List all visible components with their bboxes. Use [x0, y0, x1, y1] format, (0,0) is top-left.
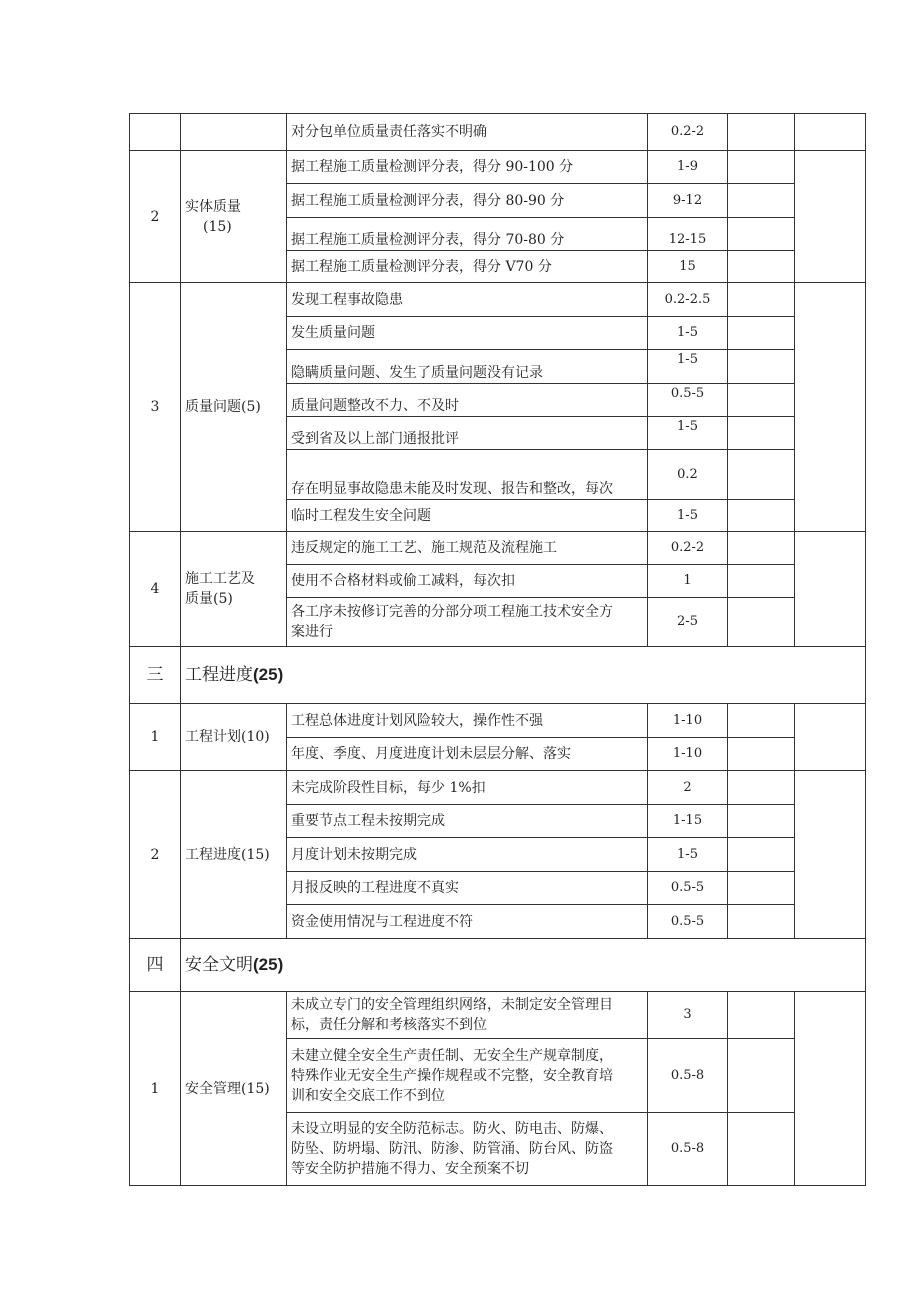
remark-cell	[795, 151, 866, 283]
deduction-cell	[728, 992, 795, 1039]
deduction-cell	[728, 151, 795, 184]
table-row	[130, 532, 866, 565]
deduction-cell	[728, 283, 795, 317]
criterion-text: 违反规定的施工工艺、施工规范及流程施工	[287, 532, 648, 565]
category-points: (15)	[203, 218, 232, 235]
deduction-cell	[728, 532, 795, 565]
score-range: 9-12	[648, 184, 728, 218]
category-cell: 质量问题(5)	[181, 283, 287, 532]
section-title	[181, 939, 866, 992]
remark-cell	[795, 283, 866, 532]
criterion-text: 据工程施工质量检测评分表，得分 70-80 分	[287, 218, 648, 251]
table-row	[130, 151, 866, 184]
criterion-text: 月报反映的工程进度不真实	[287, 872, 648, 905]
section-title-text: 安全文明	[185, 955, 253, 975]
deduction-cell	[728, 565, 795, 598]
index-cell: 3	[130, 283, 181, 532]
category-cell	[181, 114, 287, 151]
score-range: 2-5	[648, 598, 728, 647]
criterion-line: 各工序未按修订完善的分部分项工程施工技术安全方	[291, 604, 613, 620]
category-points: 质量(5)	[185, 591, 233, 607]
deduction-cell	[728, 184, 795, 218]
criterion-text: 未完成阶段性目标，每少 1%扣	[287, 771, 648, 805]
deduction-cell	[728, 317, 795, 350]
section-points: (25)	[253, 665, 284, 684]
table-row	[130, 114, 866, 151]
deduction-cell	[728, 114, 795, 151]
criterion-text: 发生质量问题	[287, 317, 648, 350]
score-range: 0.2-2	[648, 532, 728, 565]
criterion-line: 等安全防护措施不得力、安全预案不切	[291, 1161, 529, 1177]
remark-cell	[795, 704, 866, 771]
deduction-cell	[728, 251, 795, 283]
criterion-text: 据工程施工质量检测评分表，得分 V70 分	[287, 251, 648, 283]
category-cell	[181, 532, 287, 647]
score-range: 1-10	[648, 738, 728, 771]
criterion-text: 工程总体进度计划风险较大，操作性不强	[287, 704, 648, 738]
score-range: 0.2-2.5	[648, 283, 728, 317]
criterion-text: 月度计划未按期完成	[287, 838, 648, 872]
table-row	[130, 992, 866, 1039]
deduction-cell	[728, 1039, 795, 1113]
deduction-cell	[728, 384, 795, 417]
score-range: 1-10	[648, 704, 728, 738]
deduction-cell	[728, 450, 795, 500]
section-points: (25)	[253, 955, 284, 974]
score-range: 0.2	[648, 450, 728, 500]
score-range: 2	[648, 771, 728, 805]
criterion-line: 未成立专门的安全管理组织网络，未制定安全管理目	[291, 997, 613, 1013]
section-title	[181, 647, 866, 704]
deduction-cell	[728, 350, 795, 384]
deduction-cell	[728, 218, 795, 251]
criterion-text	[287, 1039, 648, 1113]
criterion-text: 对分包单位质量责任落实不明确	[287, 114, 648, 151]
score-range: 1-15	[648, 805, 728, 838]
criterion-text	[287, 598, 648, 647]
category-cell: 工程计划(10)	[181, 704, 287, 771]
remark-cell	[795, 114, 866, 151]
score-range: 1-5	[648, 838, 728, 872]
deduction-cell	[728, 872, 795, 905]
category-label: 施工工艺及	[185, 571, 255, 587]
category-cell	[181, 151, 287, 283]
deduction-cell	[728, 598, 795, 647]
evaluation-table	[129, 113, 866, 1186]
deduction-cell	[728, 417, 795, 450]
criterion-text: 发现工程事故隐患	[287, 283, 648, 317]
remark-cell	[795, 771, 866, 939]
index-cell: 2	[130, 771, 181, 939]
remark-cell	[795, 992, 866, 1186]
criterion-line: 标，责任分解和考核落实不到位	[291, 1017, 487, 1033]
criterion-text: 据工程施工质量检测评分表，得分 80-90 分	[287, 184, 648, 218]
section-title-text: 工程进度	[185, 665, 253, 685]
deduction-cell	[728, 738, 795, 771]
criterion-text: 资金使用情况与工程进度不符	[287, 905, 648, 939]
index-cell: 1	[130, 992, 181, 1186]
score-range: 1	[648, 565, 728, 598]
score-range: 0.5-5	[648, 905, 728, 939]
section-number: 四	[130, 939, 181, 992]
criterion-line: 未设立明显的安全防范标志。防火、防电击、防爆、	[291, 1121, 613, 1137]
score-range: 3	[648, 992, 728, 1039]
score-range: 0.2-2	[648, 114, 728, 151]
score-range: 15	[648, 251, 728, 283]
category-label: 实体质量	[185, 198, 241, 215]
index-cell: 2	[130, 151, 181, 283]
index-cell: 1	[130, 704, 181, 771]
score-range: 1-9	[648, 151, 728, 184]
table-row	[130, 283, 866, 317]
criterion-text: 隐瞒质量问题、发生了质量问题没有记录	[287, 350, 648, 384]
criterion-line: 未建立健全安全生产责任制、无安全生产规章制度，	[291, 1047, 613, 1064]
criterion-text: 年度、季度、月度进度计划未层层分解、落实	[287, 738, 648, 771]
criterion-line: 特殊作业无安全生产操作规程或不完整，安全教育培	[291, 1067, 613, 1084]
category-cell: 安全管理(15)	[181, 992, 287, 1186]
deduction-cell	[728, 704, 795, 738]
score-range: 0.5-5	[648, 384, 728, 417]
section-header-row	[130, 647, 866, 704]
deduction-cell	[728, 500, 795, 532]
score-range: 1-5	[648, 350, 728, 384]
score-range: 0.5-8	[648, 1039, 728, 1113]
table-row	[130, 704, 866, 738]
criterion-text: 临时工程发生安全问题	[287, 500, 648, 532]
section-number: 三	[130, 647, 181, 704]
deduction-cell	[728, 905, 795, 939]
criterion-line: 案进行	[291, 624, 333, 640]
deduction-cell	[728, 771, 795, 805]
category-cell: 工程进度(15)	[181, 771, 287, 939]
score-range: 1-5	[648, 317, 728, 350]
criterion-text: 据工程施工质量检测评分表，得分 90-100 分	[287, 151, 648, 184]
criterion-line: 训和安全交底工作不到位	[291, 1087, 445, 1104]
remark-cell	[795, 532, 866, 647]
index-cell: 4	[130, 532, 181, 647]
score-range: 1-5	[648, 417, 728, 450]
criterion-text: 质量问题整改不力、不及时	[287, 384, 648, 417]
criterion-text	[287, 992, 648, 1039]
index-cell	[130, 114, 181, 151]
criterion-text	[287, 1113, 648, 1186]
criterion-line: 防坠、防坍塌、防汛、防渗、防管涌、防台风、防盗	[291, 1141, 613, 1157]
table-row	[130, 771, 866, 805]
score-range: 0.5-5	[648, 872, 728, 905]
score-range: 1-5	[648, 500, 728, 532]
criterion-text: 重要节点工程未按期完成	[287, 805, 648, 838]
deduction-cell	[728, 838, 795, 872]
score-range: 12-15	[648, 218, 728, 251]
section-header-row	[130, 939, 866, 992]
criterion-text: 受到省及以上部门通报批评	[287, 417, 648, 450]
deduction-cell	[728, 805, 795, 838]
score-range: 0.5-8	[648, 1113, 728, 1186]
criterion-text: 使用不合格材料或偷工减料，每次扣	[287, 565, 648, 598]
deduction-cell	[728, 1113, 795, 1186]
criterion-text: 存在明显事故隐患未能及时发现、报告和整改，每次	[287, 450, 648, 500]
